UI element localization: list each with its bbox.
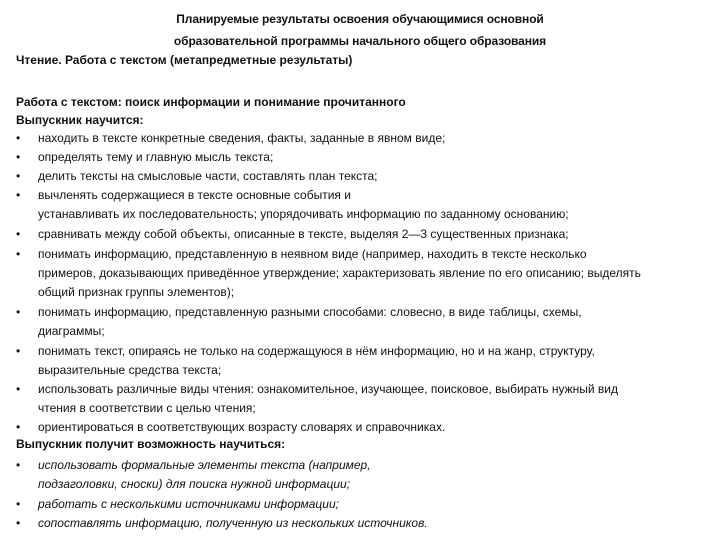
bullet-icon: • xyxy=(16,497,21,511)
bullet-icon: • xyxy=(16,169,21,183)
opportunity-heading: Выпускник получит возможность научиться: xyxy=(16,437,286,451)
document-title-line-1: Планируемые результаты освоения обучающимися основной xyxy=(176,12,544,26)
section-heading: Работа с текстом: поиск информации и понимание прочитанного xyxy=(16,95,406,109)
list-item-line: примеров, доказывающих приведённое утверждение; характеризовать явление по его описанию; выделять xyxy=(38,266,641,280)
list-item-line: выразительные средства текста; xyxy=(38,363,222,377)
list-item-line: использовать различные виды чтения: ознакомительное, изучающее, поисковое, выбирать нужный вид xyxy=(38,382,618,396)
list-item-line: понимать информацию, представленную разными способами: словесно, в виде таблицы, схемы, xyxy=(38,305,582,319)
document-subtitle: Чтение. Работа с текстом (метапредметные результаты) xyxy=(16,53,353,67)
list-item-line: подзаголовки, сноски) для поиска нужной информации; xyxy=(38,477,351,491)
list-item-line: чтения в соответствии с целью чтения; xyxy=(38,401,256,415)
bullet-icon: • xyxy=(16,382,21,396)
list-item-line: использовать формальные элементы текста (например, xyxy=(38,458,371,472)
list-item-line: работать с несколькими источниками информации; xyxy=(38,497,339,511)
bullet-icon: • xyxy=(16,344,21,358)
list-item-line: определять тему и главную мысль текста; xyxy=(38,150,274,164)
list-item-line: вычленять содержащиеся в тексте основные события и xyxy=(38,188,351,202)
list-item-line: общий признак группы элементов); xyxy=(38,285,235,299)
list-item-line: понимать информацию, представленную в неявном виде (например, находить в тексте несколько xyxy=(38,247,587,261)
document-title-line-2: образовательной программы начального общего образования xyxy=(173,34,547,48)
bullet-icon: • xyxy=(16,516,21,530)
bullet-icon: • xyxy=(16,131,21,145)
bullet-icon: • xyxy=(16,188,21,202)
bullet-icon: • xyxy=(16,420,21,434)
list-item-line: сравнивать между собой объекты, описанные в тексте, выделяя 2—3 существенных признака; xyxy=(38,227,569,241)
bullet-icon: • xyxy=(16,247,21,261)
bullet-icon: • xyxy=(16,458,21,472)
bullet-icon: • xyxy=(16,305,21,319)
bullet-icon: • xyxy=(16,150,21,164)
list-item-line: ориентироваться в соответствующих возрасту словарях и справочниках. xyxy=(38,420,446,434)
list-item-line: находить в тексте конкретные сведения, факты, заданные в явном виде; xyxy=(38,131,446,145)
list-item-line: сопоставлять информацию, полученную из нескольких источников. xyxy=(38,516,428,530)
list-item-line: устанавливать их последовательность; упорядочивать информацию по заданному основанию; xyxy=(38,207,569,221)
bullet-icon: • xyxy=(16,227,21,241)
learns-heading: Выпускник научится: xyxy=(16,113,144,127)
list-item-line: делить тексты на смысловые части, составлять план текста; xyxy=(38,169,378,183)
list-item-line: диаграммы; xyxy=(38,324,105,338)
list-item-line: понимать текст, опираясь не только на содержащуюся в нём информацию, но и на жанр, структуру, xyxy=(38,344,595,358)
